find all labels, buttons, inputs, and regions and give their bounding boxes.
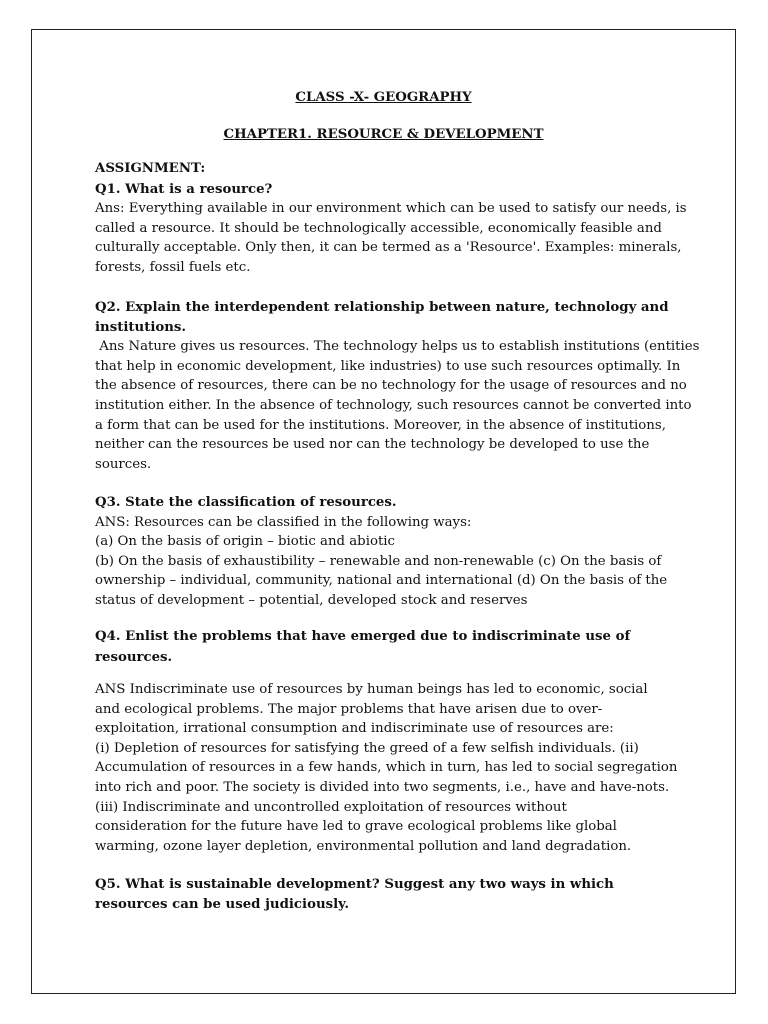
q4-answer-line: consideration for the future have led to grave ecological problems like global: [95, 819, 617, 835]
q1-question: Q1. What is a resource?: [95, 181, 273, 197]
q2-section: [95, 298, 700, 474]
q3-answer-line: ownership – individual, community, national and international (d) On the basis of the: [95, 573, 668, 589]
q2-answer-line: neither can the resources be used nor can the technology be developed to use the: [95, 437, 650, 453]
q4-answer-line: exploitation, irrational consumption and indiscriminate use of resources are:: [95, 721, 614, 737]
q3-question: Q3. State the classification of resources.: [95, 495, 397, 510]
q4-section: [95, 626, 695, 668]
q1-answer-line: Ans: Everything available in our environment which can be used to satisfy our needs, is: [95, 201, 687, 217]
assignment-label: ASSIGNMENT:: [95, 161, 206, 176]
q4-answer-line: Accumulation of resources in a few hands, which in turn, has led to social segregation: [95, 760, 678, 776]
q1-answer-line: called a resource. It should be technologically accessible, economically feasible and: [95, 220, 662, 236]
class-title: CLASS -X- GEOGRAPHY: [295, 90, 472, 105]
q4-question-line: resources.: [95, 650, 173, 665]
q4-answer: [95, 680, 695, 856]
q2-answer-line: the absence of resources, there can be no technology for the usage of resources and no: [95, 378, 687, 394]
q2-answer-line: that help in economic development, like industries) to use such resources optimally. In: [95, 358, 681, 374]
q3-answer-line: ANS: Resources can be classified in the following ways:: [95, 514, 472, 530]
q4-answer-line: (i) Depletion of resources for satisfying the greed of a few selfish individuals. (ii): [95, 740, 639, 756]
q4-answer-line: ANS Indiscriminate use of resources by human beings has led to economic, social: [95, 682, 648, 697]
q4-answer-line: into rich and poor. The society is divided into two segments, i.e., have and have-nots.: [95, 779, 670, 795]
q3-answer-line: (a) On the basis of origin – biotic and abiotic: [95, 534, 395, 550]
q4-question-line: Q4. Enlist the problems that have emerged due to indiscriminate use of: [95, 629, 631, 644]
document-page: [31, 29, 736, 994]
q1-answer-line: culturally acceptable. Only then, it can be termed as a 'Resource'. Examples: minerals,: [95, 240, 682, 256]
q2-answer-line: a form that can be used for the institutions. Moreover, in the absence of institutions,: [95, 417, 666, 433]
q5-question-line: Q5. What is sustainable development? Suggest any two ways in which: [95, 877, 614, 892]
q2-answer-line: sources.: [95, 456, 152, 472]
q4-answer-line: warming, ozone layer depletion, environmental pollution and land degradation.: [95, 838, 632, 854]
chapter-title: CHAPTER1. RESOURCE & DEVELOPMENT: [223, 127, 544, 142]
q2-answer-line: Ans Nature gives us resources. The technology helps us to establish institutions (entities: [95, 339, 700, 355]
q5-question-line: resources can be used judiciously.: [95, 897, 349, 912]
q2-answer-line: institution either. In the absence of technology, such resources cannot be converted into: [95, 397, 692, 413]
q1-section: [95, 159, 695, 278]
q2-question-line: Q2. Explain the interdependent relationship between nature, technology and: [95, 300, 669, 315]
q1-answer-line: forests, fossil fuels etc.: [95, 259, 251, 275]
q3-answer-line: status of development – potential, developed stock and reserves: [95, 592, 528, 608]
q3-section: [95, 493, 695, 611]
q5-section: [95, 875, 695, 915]
q3-answer-line: (b) On the basis of exhaustibility – renewable and non-renewable (c) On the basis of: [95, 553, 662, 569]
q4-answer-line: and ecological problems. The major problems that have arisen due to over-: [95, 701, 603, 717]
q4-answer-line: (iii) Indiscriminate and uncontrolled exploitation of resources without: [95, 799, 567, 815]
q2-question-line: institutions.: [95, 319, 187, 335]
